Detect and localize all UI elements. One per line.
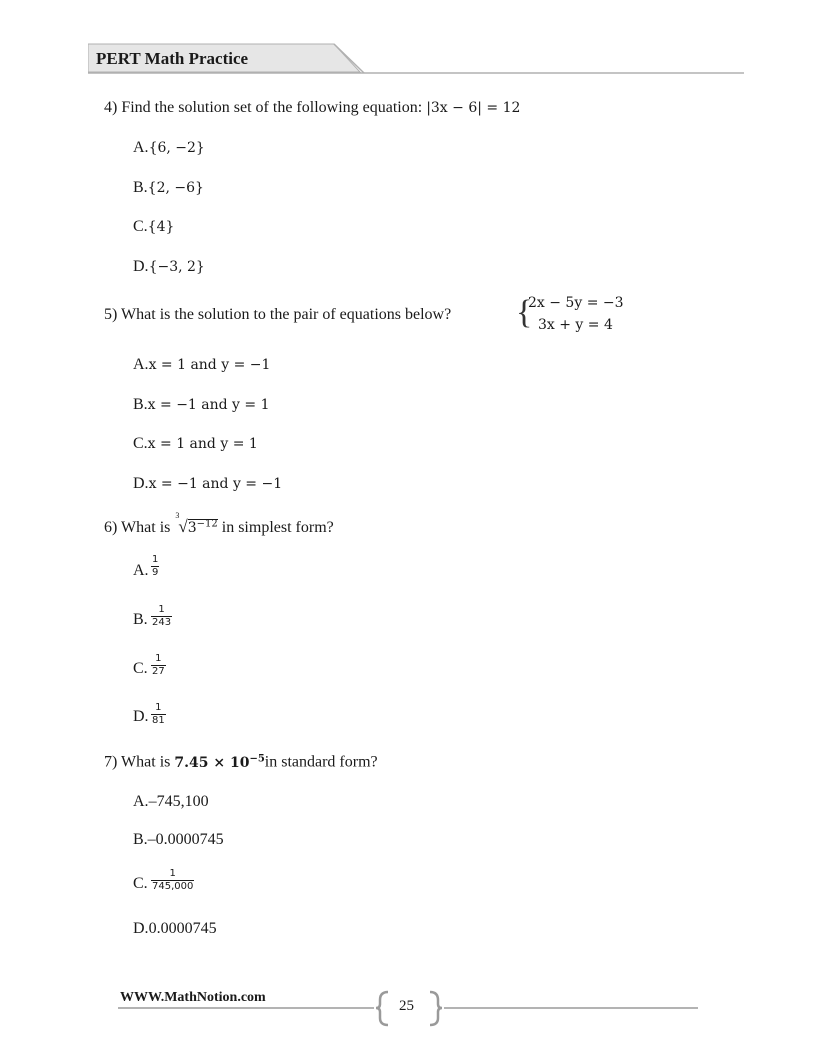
- option-6a-letter: A.: [133, 562, 149, 579]
- option-5a: A.x = 1 and y = −1: [133, 356, 271, 373]
- option-6c-letter: C.: [133, 660, 148, 677]
- option-4d: D.{−3, 2}: [133, 258, 205, 275]
- option-4c: C.{4}: [133, 218, 175, 235]
- question-number: 6): [104, 519, 118, 536]
- option-6b-fraction: $\frac{1}{243}$: [152, 604, 172, 628]
- question-text: What is the solution to the pair of equations below?: [121, 306, 452, 323]
- page-header-title: PERT Math Practice: [96, 49, 249, 68]
- question-5: [104, 306, 451, 324]
- question-text-after: in standard form?: [264, 753, 378, 771]
- option-6c-fraction: $\frac{1}{27}$: [152, 653, 165, 677]
- page-number: 25: [399, 998, 414, 1014]
- option-4a: A.{6, −2}: [133, 139, 205, 156]
- question-6: [104, 511, 334, 537]
- question-7: [104, 753, 378, 772]
- system-brace: {: [516, 294, 533, 331]
- option-7b: B.–0.0000745: [133, 831, 224, 848]
- question-math: |3x − 6| = 12: [426, 100, 521, 116]
- system-equation-2: 3x + y = 4: [538, 317, 613, 333]
- option-6d-letter: D.: [133, 708, 149, 725]
- question-text-after: in simplest form?: [221, 519, 334, 536]
- question-number: 7): [104, 753, 118, 771]
- option-6a-fraction: $\frac{1}{9}$: [152, 554, 159, 578]
- system-equation-1: 2x − 5y = −3: [528, 295, 624, 311]
- footer-site-link[interactable]: WWW.MathNotion.com: [120, 990, 266, 1005]
- option-7d: D.0.0000745: [133, 920, 217, 937]
- option-6d-fraction: $\frac{1}{81}$: [152, 702, 165, 726]
- question-number: 5): [104, 306, 118, 323]
- question-4: [104, 99, 520, 117]
- option-5b: B.x = −1 and y = 1: [133, 396, 270, 413]
- question-text-before: What is: [121, 753, 171, 771]
- question-number: 4): [104, 99, 118, 116]
- cube-root: 3 $√3^{-12}$: [175, 511, 218, 536]
- option-5c: C.x = 1 and y = 1: [133, 435, 258, 452]
- question-text-before: What is: [121, 519, 171, 536]
- option-7c-letter: C.: [133, 875, 148, 892]
- question-text: Find the solution set of the following equation:: [121, 99, 423, 116]
- option-7a: A.–745,100: [133, 793, 209, 810]
- option-6b-letter: B.: [133, 611, 148, 628]
- question-math: $7.45 \times 10^{-5}$: [174, 753, 265, 771]
- option-7c-fraction: $\frac{1}{745,000}$: [152, 868, 194, 892]
- option-4b: B.{2, −6}: [133, 179, 204, 196]
- option-5d: D.x = −1 and y = −1: [133, 475, 283, 492]
